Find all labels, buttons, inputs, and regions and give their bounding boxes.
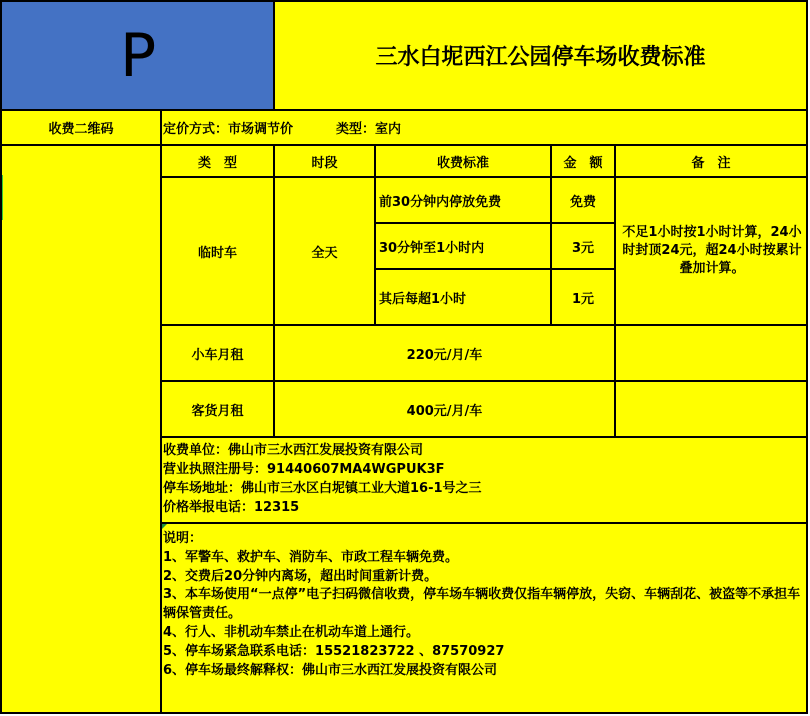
grid-line [0, 0, 808, 2]
header-standard: 收费标准 [436, 155, 489, 171]
grid-line [0, 144, 808, 146]
header-remark: 备 注 [691, 155, 731, 171]
operator-info [163, 441, 803, 517]
grid-line [273, 0, 275, 110]
grid-line [273, 145, 275, 437]
notes [163, 530, 803, 680]
grid-line [160, 324, 808, 326]
temporary-period: 全天 [311, 245, 338, 261]
parking-logo [2, 2, 274, 109]
rate-standard-1: 前30分钟内停放免费 [379, 194, 502, 210]
monthly-van-price: 400元/月/车 [406, 403, 483, 419]
rate-amount-1: 免费 [569, 194, 596, 210]
grid-line [160, 436, 808, 438]
note-item: 1、军警车、救护车、消防车、市政工程车辆免费。 [163, 549, 459, 565]
monthly-van-type: 客货月租 [191, 403, 244, 419]
temporary-remark: 不足1小时按1小时计算，24小时封顶24元，超24小时按累计叠加计算。 [622, 225, 802, 276]
grid-line [0, 0, 2, 714]
header-type: 类 型 [197, 155, 237, 171]
grid-line [160, 380, 808, 382]
grid-line [160, 522, 808, 524]
grid-line [374, 145, 376, 325]
grid-line [0, 712, 808, 714]
note-item: 5、停车场紧急联系电话：15521823722 、87570927 [163, 643, 505, 659]
monthly-car-type: 小车月租 [191, 347, 244, 363]
header-period: 时段 [311, 155, 338, 171]
qr-code-label: 收费二维码 [48, 122, 114, 137]
monthly-car-price: 220元/月/车 [406, 347, 483, 363]
lot-address: 停车场地址：佛山市三水区白坭镇工业大道16-1号之三 [163, 481, 482, 496]
business-license: 营业执照注册号：91440607MA4WGPUK3F [163, 462, 445, 477]
grid-line [160, 176, 808, 178]
qr-code-area [2, 146, 160, 712]
notes-heading: 说明： [163, 531, 203, 546]
note-item: 2、交费后20分钟内离场，超出时间重新计费。 [163, 568, 438, 584]
temporary-type: 临时车 [197, 245, 237, 261]
note-item: 6、停车场最终解释权：佛山市三水西江发展投资有限公司 [163, 662, 498, 678]
pricing-mode: 定价方式：市场调节价 [163, 122, 294, 137]
grid-line [614, 145, 616, 437]
header-amount: 金 额 [563, 155, 603, 171]
price-hotline: 价格举报电话：12315 [163, 500, 300, 515]
grid-line [806, 0, 808, 714]
grid-line [374, 222, 616, 224]
grid-line [160, 110, 162, 714]
rate-standard-3: 其后每超1小时 [379, 291, 467, 307]
page-title: 三水白坭西江公园停车场收费标准 [375, 45, 706, 70]
rate-standard-2: 30分钟至1小时内 [379, 240, 485, 256]
note-item: 3、本车场使用“一点停”电子扫码微信收费，停车场车辆收费仅指车辆停放，失窃、车辆刮花、被盗等不承担车辆保管责任。 [163, 587, 801, 622]
grid-line [550, 145, 552, 325]
lot-type: 类型：室内 [336, 122, 402, 137]
grid-line [374, 268, 616, 270]
parking-p-icon: P [120, 21, 157, 91]
rate-amount-2: 3元 [571, 240, 595, 256]
grid-line [0, 109, 808, 111]
operator-unit: 收费单位：佛山市三水西江发展投资有限公司 [163, 443, 424, 458]
rate-amount-3: 1元 [571, 291, 595, 307]
note-item: 4、行人、非机动车禁止在机动车道上通行。 [163, 624, 420, 640]
